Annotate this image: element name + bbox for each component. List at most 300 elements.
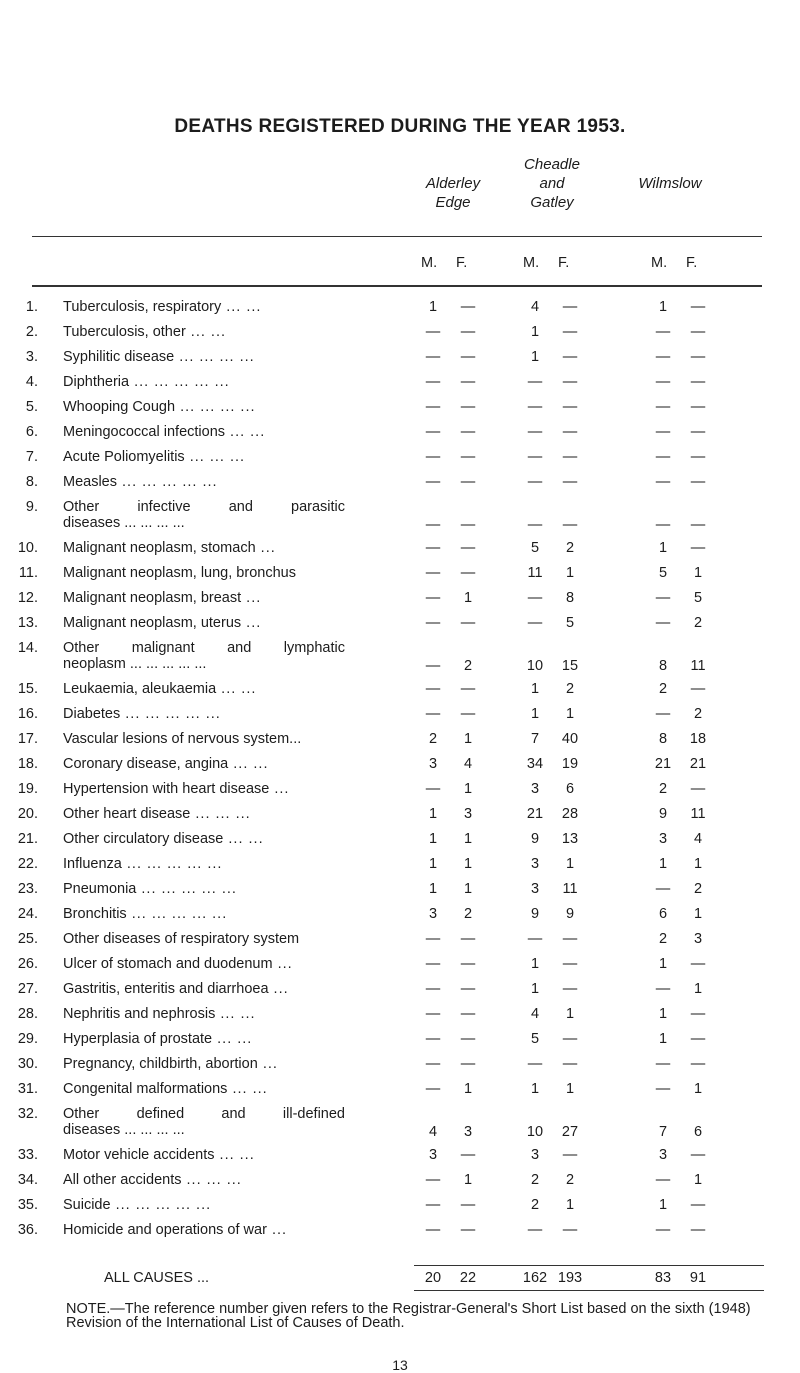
count-cell: —: [460, 540, 476, 556]
count-cell: —: [562, 956, 578, 972]
count-cell: —: [655, 590, 671, 606]
count-cell: —: [460, 981, 476, 997]
table-row: [0, 880, 800, 902]
table-row: [0, 398, 800, 420]
table-row: [0, 705, 800, 727]
count-cell: 3: [658, 1147, 668, 1163]
cause-label-text: Hypertension with heart disease: [63, 781, 270, 797]
count-cell: —: [690, 399, 706, 415]
leader-dots: ... ...: [185, 324, 227, 340]
count-cell: 1: [693, 906, 703, 922]
count-cell: 2: [658, 781, 668, 797]
count-cell: 1: [658, 1197, 668, 1213]
table-row: [0, 298, 800, 320]
count-cell: 1: [693, 1172, 703, 1188]
count-cell: —: [425, 590, 441, 606]
count-cell: —: [562, 399, 578, 415]
count-cell: —: [460, 1056, 476, 1072]
table-row: [0, 639, 800, 677]
cause-label-text: Malignant neoplasm, breast: [63, 590, 242, 606]
count-cell: 1: [693, 856, 703, 872]
leader-dots: ...: [241, 590, 262, 606]
count-cell: 1: [658, 956, 668, 972]
count-cell: —: [655, 615, 671, 631]
cause-label: [63, 398, 363, 416]
count-cell: 1: [565, 1006, 575, 1022]
row-number: 1.: [25, 299, 38, 315]
count-cell: —: [690, 1006, 706, 1022]
cause-label: [63, 805, 363, 823]
count-cell: 2: [693, 706, 703, 722]
cause-label-text: Other defined and ill-defined: [63, 1106, 345, 1122]
cause-label-text: Other heart disease: [63, 806, 191, 822]
cause-label-text: Congenital malformations: [63, 1081, 228, 1097]
cause-label-text: Influenza: [63, 856, 122, 872]
count-cell: 11: [690, 806, 706, 822]
cause-label: [63, 930, 363, 948]
count-cell: 3: [463, 1124, 473, 1140]
count-cell: 1: [530, 956, 540, 972]
count-cell: 2: [693, 615, 703, 631]
count-cell: 5: [530, 540, 540, 556]
totals-rule-top: [414, 1265, 764, 1266]
leader-dots: ... ...: [223, 831, 264, 847]
count-cell: —: [690, 681, 706, 697]
count-cell: 2: [530, 1172, 540, 1188]
count-cell: 8: [565, 590, 575, 606]
row-number: 14.: [17, 640, 38, 656]
count-cell: —: [690, 956, 706, 972]
count-cell: 1: [530, 706, 540, 722]
count-cell: —: [425, 706, 441, 722]
cause-label: [63, 323, 363, 341]
page-title: DEATHS REGISTERED DURING THE YEAR 1953.: [174, 116, 626, 137]
cause-label-text: Bronchitis: [63, 906, 127, 922]
count-cell: —: [655, 1222, 671, 1238]
table-row: [0, 980, 800, 1002]
count-cell: —: [425, 1056, 441, 1072]
cause-label: [63, 680, 363, 698]
table-row: [0, 955, 800, 977]
count-cell: —: [425, 1031, 441, 1047]
row-number: 6.: [25, 424, 38, 440]
table-row: [0, 323, 800, 345]
leader-dots: ... ... ... ...: [174, 349, 255, 365]
count-cell: 6: [693, 1124, 703, 1140]
leader-dots: ... ...: [216, 681, 257, 697]
count-cell: —: [460, 1197, 476, 1213]
cause-label: [63, 373, 363, 391]
count-cell: 1: [658, 299, 668, 315]
cause-label-text: Pneumonia: [63, 881, 137, 897]
row-number: 31.: [17, 1081, 38, 1097]
cause-label: [63, 1221, 363, 1239]
count-cell: —: [460, 517, 476, 533]
cause-label: [63, 1030, 363, 1048]
leader-dots: ... ...: [215, 1006, 256, 1022]
table-row: [0, 730, 800, 752]
count-cell: 10: [526, 658, 544, 674]
cause-label: [63, 348, 363, 366]
count-cell: 1: [530, 981, 540, 997]
count-cell: 3: [693, 931, 703, 947]
leader-dots: ... ...: [228, 756, 269, 772]
count-cell: —: [460, 565, 476, 581]
leader-dots: ... ... ... ... ...: [121, 856, 223, 872]
leader-dots: ... ...: [221, 299, 262, 315]
count-cell: 1: [463, 781, 473, 797]
cause-label-text: Meningococcal infections: [63, 424, 226, 440]
row-number: 11.: [18, 565, 38, 581]
leader-dots: ...: [241, 615, 262, 631]
count-cell: —: [562, 931, 578, 947]
row-number: 33.: [17, 1147, 38, 1163]
count-cell: 2: [565, 681, 575, 697]
count-cell: —: [655, 374, 671, 390]
count-cell: 4: [463, 756, 473, 772]
row-number: 26.: [17, 956, 38, 972]
count-cell: —: [562, 324, 578, 340]
count-cell: 21: [526, 806, 544, 822]
count-cell: 4: [428, 1124, 438, 1140]
column-header-line: Edge: [435, 194, 471, 211]
leader-dots: ...: [266, 1222, 288, 1238]
count-cell: —: [527, 374, 543, 390]
count-cell: 2: [658, 931, 668, 947]
cause-label-text: Ulcer of stomach and duodenum: [63, 956, 273, 972]
leader-dots: ... ... ...: [181, 1172, 242, 1188]
cause-label-text: Motor vehicle accidents: [63, 1147, 215, 1163]
cause-label-text: Other infective and parasitic: [63, 499, 345, 515]
leader-dots: ... ... ... ... ...: [126, 906, 228, 922]
sex-label: M.: [421, 255, 438, 271]
count-cell: 4: [530, 299, 540, 315]
row-number: 17.: [17, 731, 38, 747]
count-cell: —: [460, 615, 476, 631]
row-number: 35.: [17, 1197, 38, 1213]
leader-dots: ... ...: [212, 1031, 253, 1047]
count-cell: —: [425, 517, 441, 533]
count-cell: —: [425, 1172, 441, 1188]
count-cell: 5: [693, 590, 703, 606]
cause-label-text: Gastritis, enteritis and diarrhoea: [63, 981, 269, 997]
cause-label: [63, 1055, 363, 1073]
count-cell: 1: [565, 565, 575, 581]
table-row: [0, 780, 800, 802]
count-cell: 7: [530, 731, 540, 747]
count-cell: 11: [562, 881, 578, 897]
cause-label: [63, 955, 363, 973]
row-number: 15.: [17, 681, 38, 697]
count-cell: —: [425, 449, 441, 465]
count-cell: —: [425, 540, 441, 556]
table-row: [0, 564, 800, 586]
count-cell: 34: [526, 756, 544, 772]
leader-dots: ... ...: [214, 1147, 255, 1163]
count-cell: 9: [530, 906, 540, 922]
count-cell: —: [690, 1056, 706, 1072]
count-cell: —: [425, 781, 441, 797]
column-header-line: Alderley: [425, 175, 481, 192]
count-cell: 3: [530, 856, 540, 872]
row-number: 32.: [17, 1106, 38, 1122]
cause-label: [63, 614, 363, 632]
cause-label: [63, 1005, 363, 1023]
row-number: 34.: [17, 1172, 38, 1188]
leader-dots: ... ... ... ... ...: [129, 374, 230, 390]
count-cell: —: [690, 781, 706, 797]
table-row: [0, 1005, 800, 1027]
count-cell: —: [425, 615, 441, 631]
count-cell: —: [690, 424, 706, 440]
row-number: 7.: [25, 449, 38, 465]
count-cell: —: [425, 658, 441, 674]
count-cell: —: [527, 1222, 543, 1238]
count-cell: —: [460, 1031, 476, 1047]
count-cell: —: [425, 956, 441, 972]
count-cell: 4: [693, 831, 703, 847]
leader-dots: ...: [272, 956, 293, 972]
count-cell: 4: [530, 1006, 540, 1022]
count-cell: 10: [526, 1124, 544, 1140]
footnote: NOTE.—The reference number given refers to the Registrar-General's Short List based on the sixth (1948) Revision of the International List of Causes of Death.: [66, 1301, 751, 1331]
count-cell: 1: [463, 881, 473, 897]
count-cell: 2: [530, 1197, 540, 1213]
table-row: [0, 1055, 800, 1077]
row-number: 18.: [17, 756, 38, 772]
column-header-line: Cheadle: [524, 156, 580, 173]
column-header-line: Gatley: [530, 194, 574, 211]
count-cell: 2: [428, 731, 438, 747]
count-cell: 27: [561, 1124, 579, 1140]
cause-label-text: Tuberculosis, other: [63, 324, 186, 340]
count-cell: 11: [527, 565, 543, 581]
count-cell: 1: [530, 324, 540, 340]
count-cell: —: [690, 349, 706, 365]
table-row: [0, 1171, 800, 1193]
count-cell: —: [690, 324, 706, 340]
count-cell: —: [655, 324, 671, 340]
count-cell: 1: [565, 1081, 575, 1097]
leader-dots: ... ... ... ...: [175, 399, 256, 415]
cause-label-text: Syphilitic disease: [63, 349, 175, 365]
table-row: [0, 805, 800, 827]
count-cell: 9: [530, 831, 540, 847]
count-cell: 3: [428, 906, 438, 922]
cause-label: [63, 448, 363, 466]
count-cell: —: [425, 681, 441, 697]
count-cell: 1: [658, 1031, 668, 1047]
table-row: [0, 348, 800, 370]
table-row: [0, 1196, 800, 1218]
count-cell: —: [562, 1222, 578, 1238]
count-cell: —: [527, 517, 543, 533]
count-cell: 1: [658, 856, 668, 872]
row-number: 29.: [17, 1031, 38, 1047]
count-cell: —: [425, 1006, 441, 1022]
count-cell: 6: [565, 781, 575, 797]
cause-label-text: Coronary disease, angina: [63, 756, 229, 772]
count-cell: —: [690, 1222, 706, 1238]
cause-label: [63, 539, 363, 557]
table-row: [0, 905, 800, 927]
row-number: 2.: [25, 324, 38, 340]
cause-label: [63, 423, 363, 441]
count-cell: —: [460, 681, 476, 697]
count-cell: 13: [561, 831, 579, 847]
leader-dots: ... ... ... ... ...: [117, 474, 218, 490]
cause-label-continued: diseases ... ... ... ...: [63, 515, 185, 531]
sex-label: M.: [651, 255, 668, 271]
count-cell: —: [527, 1056, 543, 1072]
count-cell: 3: [428, 1147, 438, 1163]
count-cell: 1: [428, 856, 438, 872]
cause-label: [63, 705, 363, 723]
count-cell: —: [655, 881, 671, 897]
count-cell: —: [425, 1081, 441, 1097]
count-cell: 28: [561, 806, 579, 822]
table-row: [0, 1146, 800, 1168]
row-number: 4.: [25, 374, 38, 390]
count-cell: —: [562, 424, 578, 440]
page-number: 13: [392, 1357, 408, 1373]
count-cell: —: [690, 1031, 706, 1047]
leader-dots: ... ... ... ... ...: [120, 706, 221, 722]
count-cell: 1: [463, 590, 473, 606]
row-number: 22.: [17, 856, 38, 872]
count-cell: 5: [565, 615, 575, 631]
cause-label-text: Vascular lesions of nervous system...: [63, 731, 302, 747]
count-cell: —: [425, 565, 441, 581]
cause-label: [63, 730, 363, 748]
cause-label: [63, 880, 363, 898]
totals-rule-bottom: [414, 1290, 764, 1291]
sex-label: M.: [523, 255, 540, 271]
count-cell: 1: [565, 856, 575, 872]
row-number: 19.: [17, 781, 38, 797]
count-cell: —: [655, 981, 671, 997]
table-row: [0, 1030, 800, 1052]
count-cell: 1: [428, 299, 438, 315]
table-row: [0, 755, 800, 777]
cause-label: [63, 298, 363, 316]
cause-label-text: Nephritis and nephrosis: [63, 1006, 216, 1022]
header-rule-top: [32, 236, 762, 237]
total-cell: 20: [424, 1270, 442, 1286]
count-cell: —: [562, 1147, 578, 1163]
count-cell: 3: [530, 881, 540, 897]
count-cell: 3: [463, 806, 473, 822]
count-cell: —: [425, 424, 441, 440]
cause-label-continued: diseases ... ... ... ...: [63, 1122, 185, 1138]
count-cell: 2: [565, 1172, 575, 1188]
count-cell: 9: [565, 906, 575, 922]
table-row: [0, 1105, 800, 1143]
count-cell: 1: [693, 565, 703, 581]
table-row: [0, 680, 800, 702]
count-cell: 1: [530, 1081, 540, 1097]
table-row: [0, 830, 800, 852]
table-row: [0, 423, 800, 445]
count-cell: 1: [565, 706, 575, 722]
cause-label-text: Measles: [63, 474, 117, 490]
count-cell: —: [690, 449, 706, 465]
count-cell: 11: [690, 658, 706, 674]
total-cell: 162: [522, 1270, 548, 1286]
cause-label-text: Suicide: [63, 1197, 111, 1213]
count-cell: 1: [693, 1081, 703, 1097]
count-cell: 1: [565, 1197, 575, 1213]
count-cell: 5: [530, 1031, 540, 1047]
count-cell: 3: [530, 1147, 540, 1163]
row-number: 20.: [17, 806, 38, 822]
count-cell: —: [562, 299, 578, 315]
count-cell: —: [425, 399, 441, 415]
count-cell: —: [527, 474, 543, 490]
count-cell: —: [655, 424, 671, 440]
count-cell: —: [527, 399, 543, 415]
count-cell: —: [460, 1006, 476, 1022]
count-cell: —: [655, 1172, 671, 1188]
cause-label-text: Diabetes: [63, 706, 121, 722]
cause-label: [63, 1080, 363, 1098]
row-number: 12.: [17, 590, 38, 606]
cause-label: [63, 1146, 363, 1164]
table-row: [0, 1221, 800, 1243]
count-cell: 3: [428, 756, 438, 772]
table-row: [0, 1080, 800, 1102]
count-cell: 8: [658, 658, 668, 674]
count-cell: 1: [463, 856, 473, 872]
row-number: 8.: [25, 474, 38, 490]
table-row: [0, 373, 800, 395]
count-cell: —: [425, 349, 441, 365]
leader-dots: ...: [269, 781, 290, 797]
count-cell: 1: [658, 1006, 668, 1022]
count-cell: —: [655, 706, 671, 722]
cause-label-text: Other malignant and lymphatic: [63, 640, 345, 656]
leader-dots: ... ... ... ... ...: [136, 881, 237, 897]
cause-label-continued: neoplasm ... ... ... ... ...: [63, 656, 207, 672]
count-cell: 8: [658, 731, 668, 747]
leader-dots: ... ... ... ... ...: [110, 1197, 212, 1213]
row-number: 21.: [17, 831, 38, 847]
count-cell: —: [690, 517, 706, 533]
count-cell: —: [460, 424, 476, 440]
cause-label: [63, 1171, 363, 1189]
count-cell: —: [655, 1081, 671, 1097]
count-cell: —: [527, 424, 543, 440]
count-cell: —: [425, 1222, 441, 1238]
cause-label-text: Malignant neoplasm, uterus: [63, 615, 242, 631]
count-cell: 1: [463, 831, 473, 847]
cause-label-text: Malignant neoplasm, stomach: [63, 540, 256, 556]
total-cell: 83: [654, 1270, 672, 1286]
count-cell: —: [562, 517, 578, 533]
cause-label-text: Tuberculosis, respiratory: [63, 299, 222, 315]
count-cell: 2: [658, 681, 668, 697]
cause-label: [63, 830, 363, 848]
count-cell: 1: [428, 881, 438, 897]
count-cell: 18: [689, 731, 707, 747]
row-number: 24.: [17, 906, 38, 922]
count-cell: —: [460, 1147, 476, 1163]
count-cell: —: [562, 981, 578, 997]
totals-label: ALL CAUSES ...: [104, 1270, 210, 1286]
row-number: 25.: [17, 931, 38, 947]
cause-label: [63, 589, 363, 607]
leader-dots: ...: [255, 540, 276, 556]
